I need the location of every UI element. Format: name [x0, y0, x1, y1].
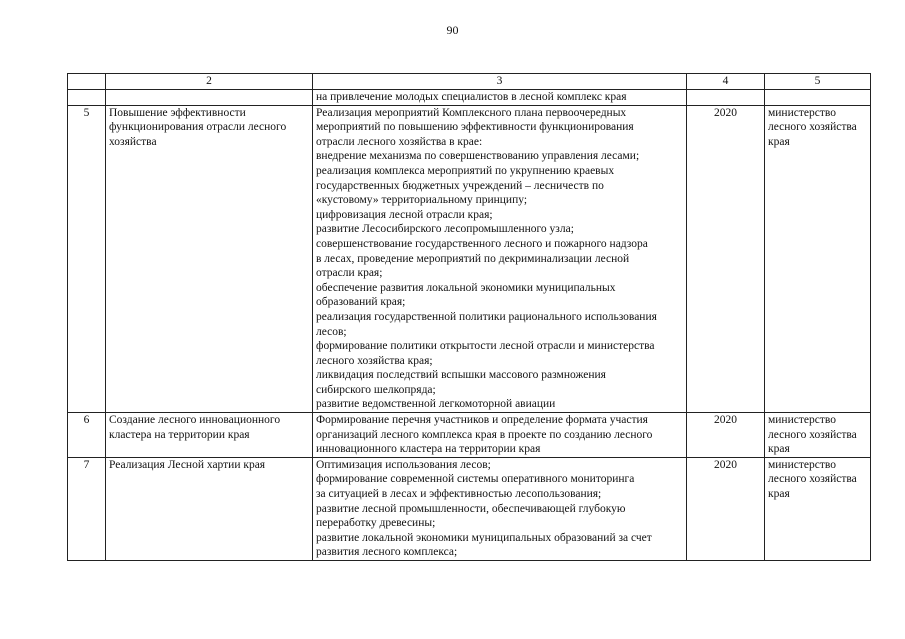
task-content-line: развитие ведомственной легкомоторной авиации: [316, 398, 556, 411]
continuation-text: [313, 90, 687, 106]
task-content-line: лесов;: [316, 325, 347, 338]
task-content-line: Реализация мероприятий Комплексного плана первоочередных: [316, 106, 627, 119]
responsible-line: министерство: [768, 106, 836, 119]
continuation-row: [68, 90, 871, 106]
task-content-line: Формирование перечня участников и определение формата участия: [316, 414, 648, 427]
task-content-line: цифровизация лесной отрасли края;: [316, 208, 493, 221]
task-name-line: Реализация Лесной хартии края: [109, 458, 266, 471]
deadline-year: 2020: [687, 457, 765, 560]
responsible-line: края: [768, 488, 790, 501]
task-content-line: образований края;: [316, 296, 406, 309]
header-cell-3: 3: [313, 74, 687, 90]
deadline-year: 2020: [687, 105, 765, 412]
responsible-line: лесного хозяйства: [768, 121, 857, 134]
task-content-line: формирование современной системы оперативного мониторинга: [316, 473, 635, 486]
task-content-line: развитие локальной экономики муниципальных образований за счет: [316, 531, 652, 544]
responsible: [765, 457, 871, 560]
responsible-line: края: [768, 443, 790, 456]
task-name-line: хозяйства: [109, 135, 157, 148]
header-cell-2: 2: [106, 74, 313, 90]
task-name-line: Создание лесного инновационного: [109, 414, 281, 427]
task-name-line: Повышение эффективности: [109, 106, 246, 119]
row-number: 7: [68, 457, 106, 560]
deadline-year: 2020: [687, 413, 765, 458]
task-content-line: в лесах, проведение мероприятий по декриминализации лесной: [316, 252, 630, 265]
task-name-line: кластера на территории края: [109, 428, 250, 441]
continuation-line: на привлечение молодых специалистов в лесной комплекс края: [316, 91, 627, 103]
responsible: [765, 105, 871, 412]
task-content-line: совершенствование государственного лесного и пожарного надзора: [316, 237, 648, 250]
table-row: [68, 105, 871, 412]
task-content-line: формирование политики открытости лесной отрасли и министерства: [316, 340, 655, 353]
row-number: 6: [68, 413, 106, 458]
task-content-line: развитие Лесосибирского лесопромышленного узла;: [316, 223, 574, 236]
task-name: [106, 413, 313, 458]
responsible-line: министерство: [768, 458, 836, 471]
table-row: [68, 457, 871, 560]
task-content-line: Оптимизация использования лесов;: [316, 458, 491, 471]
task-content-line: отрасли края;: [316, 267, 383, 280]
task-content-line: сибирского шелкопряда;: [316, 383, 436, 396]
task-content-line: обеспечение развития локальной экономики муниципальных: [316, 281, 616, 294]
task-content-line: ликвидация последствий вспышки массового размножения: [316, 369, 606, 382]
task-name: [106, 457, 313, 560]
table-row: [68, 413, 871, 458]
task-content-line: организаций лесного комплекса края в проекте по созданию лесного: [316, 428, 653, 441]
task-content-line: внедрение механизма по совершенствованию управления лесами;: [316, 150, 640, 163]
task-content-line: мероприятий по повышению эффективности функционирования: [316, 121, 634, 134]
task-content-line: отрасли лесного хозяйства в крае:: [316, 135, 483, 148]
task-content: [313, 457, 687, 560]
responsible-line: министерство: [768, 414, 836, 427]
task-content-line: реализация государственной политики рационального использования: [316, 310, 657, 323]
task-content: [313, 105, 687, 412]
task-content-line: лесного хозяйства края;: [316, 354, 433, 367]
header-row: [68, 74, 871, 90]
task-content-line: за ситуацией в лесах и эффективностью лесопользования;: [316, 488, 602, 501]
header-cell-5: 5: [765, 74, 871, 90]
task-content-line: «кустовому» территориальному принципу;: [316, 194, 528, 207]
task-content-line: государственных бюджетных учреждений – лесничеств по: [316, 179, 604, 192]
task-content-line: реализация комплекса мероприятий по укрупнению краевых: [316, 164, 615, 177]
plan-table: [67, 73, 871, 561]
task-content-line: развития лесного комплекса;: [316, 546, 458, 559]
task-content: [313, 413, 687, 458]
responsible-line: лесного хозяйства: [768, 473, 857, 486]
row-number: 5: [68, 105, 106, 412]
task-content-line: переработку древесины;: [316, 517, 436, 530]
responsible: [765, 413, 871, 458]
page-number: 90: [446, 23, 459, 37]
responsible-line: лесного хозяйства: [768, 428, 857, 441]
task-content-line: инновационного кластера на территории края: [316, 443, 541, 456]
task-content-line: развитие лесной промышленности, обеспечивающей глубокую: [316, 502, 626, 515]
header-cell-1: [68, 74, 106, 90]
responsible-line: края: [768, 135, 790, 148]
task-name-line: функционирования отрасли лесного: [109, 121, 287, 134]
header-cell-4: 4: [687, 74, 765, 90]
task-name: [106, 105, 313, 412]
